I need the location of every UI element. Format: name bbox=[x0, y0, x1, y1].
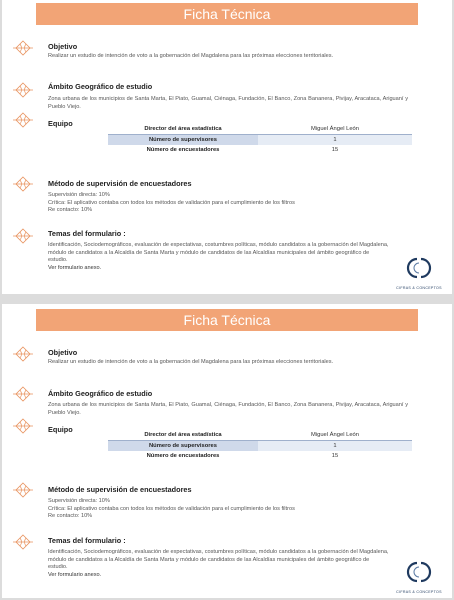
temas-link[interactable]: Ver formulario anexo. bbox=[48, 264, 102, 271]
temas-heading: Temas del formulario : bbox=[48, 536, 126, 545]
equipo-heading: Equipo bbox=[48, 425, 73, 434]
table-cell-value: Miguel Ángel León bbox=[258, 124, 412, 135]
company-logo bbox=[396, 560, 442, 594]
diamond-arrow-icon bbox=[12, 482, 34, 498]
metodo-line: Supervisión directa: 10% bbox=[48, 498, 110, 504]
ambito-text: Zona urbana de los municipios de Santa Marta, El Piato, Guamal, Ciénaga, Fundación, El Banco, Zona Bananera, Pivijay, Aracataca, Ariguaní y Pueblo Viejo. bbox=[48, 402, 408, 416]
metodo-heading: Método de supervisión de encuestadores bbox=[48, 485, 192, 494]
table-cell-label: Número de encuestadores bbox=[146, 147, 220, 153]
table-cell-value: 1 bbox=[258, 135, 412, 146]
temas-paragraph: Identificación, Sociodemográficos, evaluación de expectativas, costumbres políticas, módulo candidatos a la gobernación del Magdalena, módulo de candidatos a la Alcaldía de Santa Marta y módulo de candidatos de las Alcaldías municipales del ámbito geográfico de estudio. bbox=[48, 549, 389, 571]
ficha-tecnica-slide-1 bbox=[2, 0, 452, 294]
metodo-line: Crítica: El aplicativo contaba con todos los métodos de validación para el cumplimiento de los filtros bbox=[48, 199, 295, 206]
temas-link[interactable]: Ver formulario anexo. bbox=[48, 571, 102, 578]
objetivo-text: Realizar un estudio de intención de voto a la gobernación del Magdalena para las próximas elecciones territoriales. bbox=[48, 359, 334, 365]
diamond-arrow-icon bbox=[12, 40, 34, 56]
diamond-arrow-icon bbox=[12, 346, 34, 362]
temas-text bbox=[48, 242, 390, 272]
metodo-heading: Método de supervisión de encuestadores bbox=[48, 179, 192, 188]
diamond-arrow-icon bbox=[12, 534, 34, 550]
diamond-arrow-icon bbox=[12, 112, 34, 128]
objetivo-heading: Objetivo bbox=[48, 42, 78, 51]
metodo-lines bbox=[48, 192, 408, 215]
table-cell-label: Número de supervisores bbox=[108, 135, 258, 146]
table-row bbox=[108, 441, 412, 452]
team-table bbox=[108, 124, 412, 155]
cc-monogram-logo bbox=[405, 256, 433, 280]
ambito-text: Zona urbana de los municipios de Santa Marta, El Piato, Guamal, Ciénaga, Fundación, El Banco, Zona Bananera, Pivijay, Aracataca, Ariguaní y Pueblo Viejo. bbox=[48, 96, 408, 110]
table-row bbox=[108, 124, 412, 135]
ficha-tecnica-slide-2 bbox=[2, 304, 452, 598]
temas-text bbox=[48, 549, 390, 579]
logo-wordmark: CIFRAS & CONCEPTOS bbox=[396, 286, 442, 290]
objetivo-heading: Objetivo bbox=[48, 348, 78, 357]
table-cell-label: Número de supervisores bbox=[108, 441, 258, 452]
diamond-arrow-icon bbox=[12, 418, 34, 434]
metodo-line: Re contacto: 10% bbox=[48, 207, 93, 214]
table-row bbox=[108, 430, 412, 441]
diamond-arrow-icon bbox=[12, 82, 34, 98]
table-row bbox=[108, 451, 412, 461]
metodo-lines bbox=[48, 498, 408, 521]
table-cell-label: Director del área estadística bbox=[108, 124, 258, 135]
table-cell-value: Miguel Ángel León bbox=[258, 430, 412, 441]
table-cell-value: 15 bbox=[331, 147, 339, 153]
diamond-arrow-icon bbox=[12, 386, 34, 402]
metodo-line: Crítica: El aplicativo contaba con todos los métodos de validación para el cumplimiento de los filtros bbox=[48, 505, 295, 512]
table-row bbox=[108, 145, 412, 155]
cc-monogram-logo bbox=[405, 560, 433, 584]
table-cell-value: 1 bbox=[258, 441, 412, 452]
table-row bbox=[108, 135, 412, 146]
ambito-heading: Ámbito Geográfico de estudio bbox=[48, 82, 153, 91]
team-table bbox=[108, 430, 412, 461]
temas-heading: Temas del formulario : bbox=[48, 229, 126, 238]
equipo-heading: Equipo bbox=[48, 119, 73, 128]
objetivo-text: Realizar un estudio de intención de voto a la gobernación del Magdalena para las próximas elecciones territoriales. bbox=[48, 53, 334, 59]
slide-title: Ficha Técnica bbox=[36, 309, 418, 331]
metodo-line: Supervisión directa: 10% bbox=[48, 192, 110, 198]
metodo-line: Re contacto: 10% bbox=[48, 513, 93, 520]
company-logo bbox=[396, 256, 442, 290]
diamond-arrow-icon bbox=[12, 176, 34, 192]
logo-wordmark: CIFRAS & CONCEPTOS bbox=[396, 590, 442, 594]
table-cell-label: Número de encuestadores bbox=[146, 453, 220, 459]
diamond-arrow-icon bbox=[12, 228, 34, 244]
table-cell-label: Director del área estadística bbox=[108, 430, 258, 441]
slide-title: Ficha Técnica bbox=[36, 3, 418, 25]
temas-paragraph: Identificación, Sociodemográficos, evaluación de expectativas, costumbres políticas, módulo candidatos a la gobernación del Magdalena, módulo de candidatos a la Alcaldía de Santa Marta y módulo de candidatos de las Alcaldías municipales del ámbito geográfico de estudio. bbox=[48, 242, 389, 264]
ambito-heading: Ámbito Geográfico de estudio bbox=[48, 389, 153, 398]
table-cell-value: 15 bbox=[331, 453, 339, 459]
